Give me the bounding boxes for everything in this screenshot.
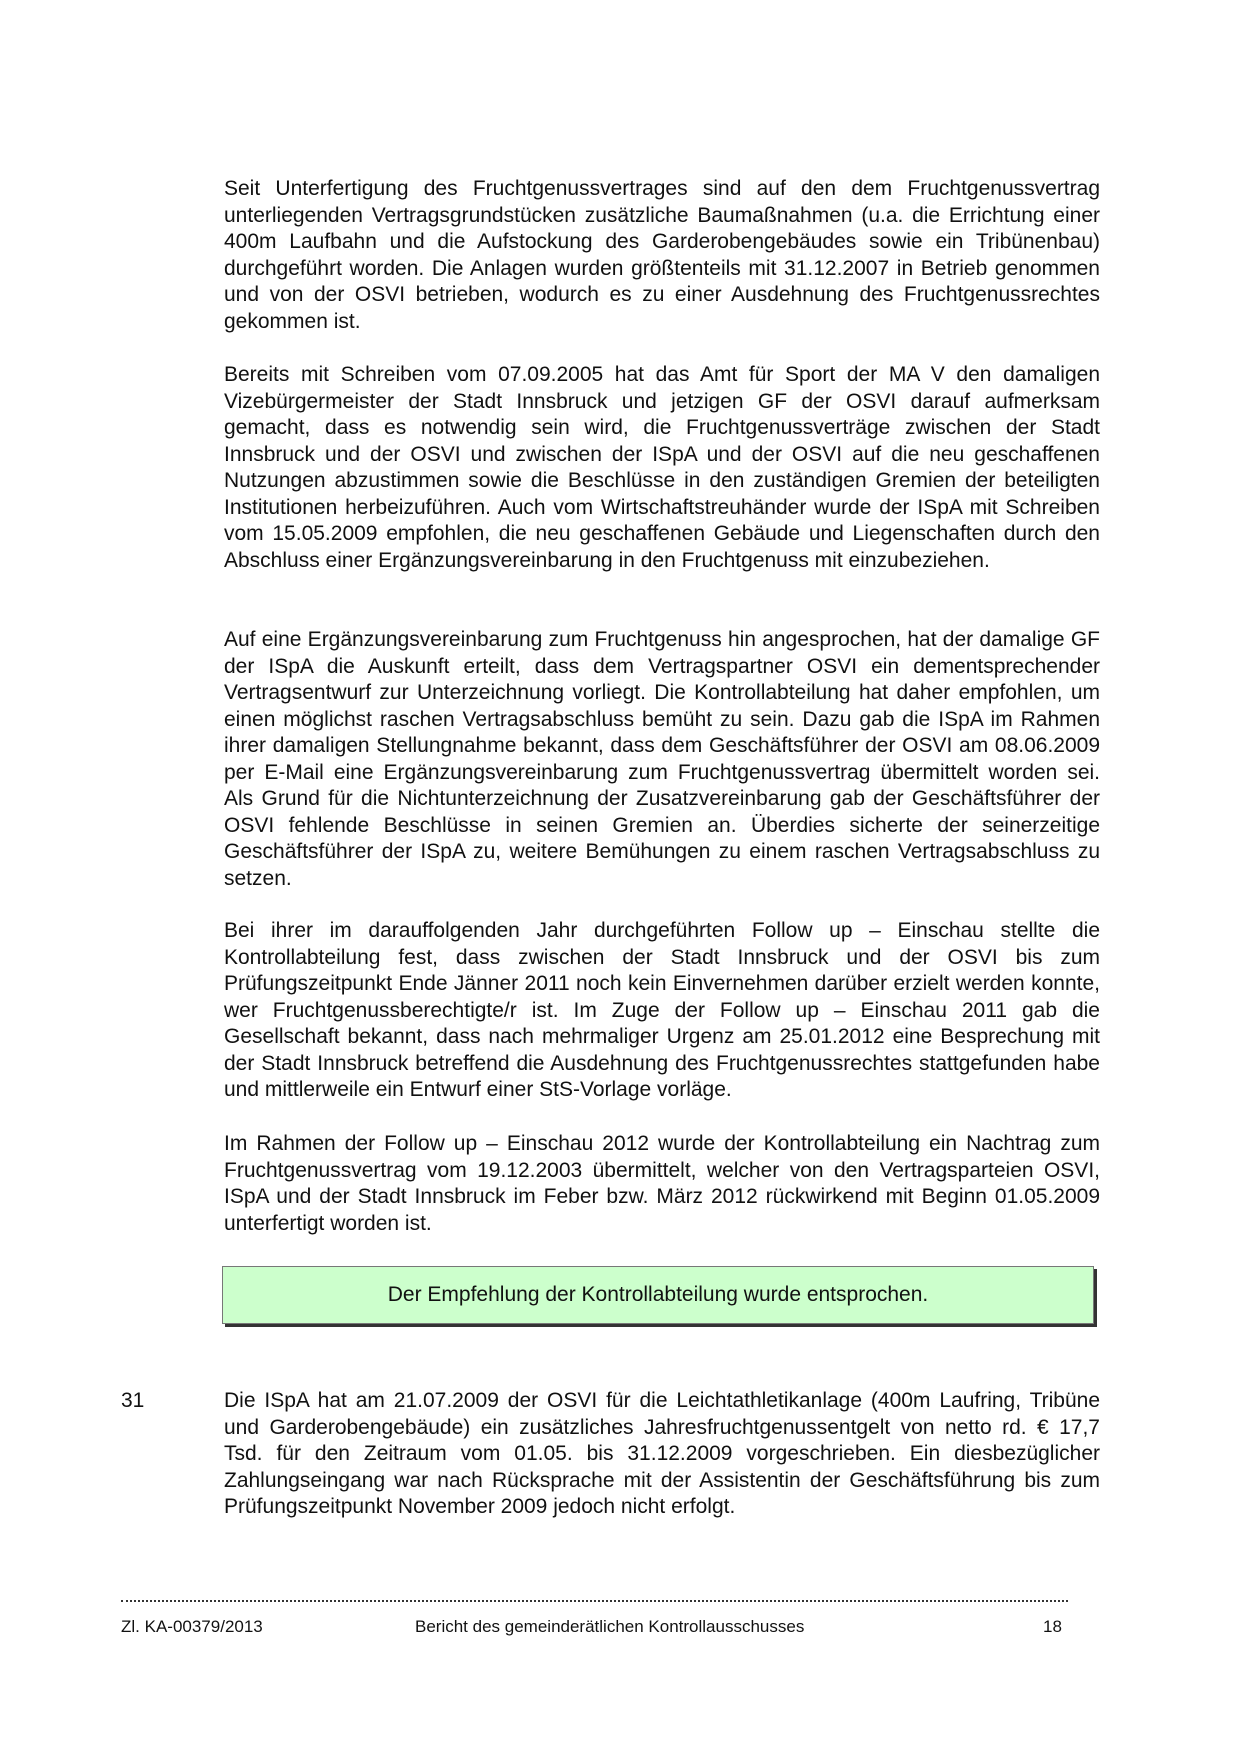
body-paragraph: Seit Unterfertigung des Fruchtgenussvertrages sind auf den dem Fruchtgenussvertrag unterliegenden Vertragsgrundstücken zusätzliche Baumaßnahmen (u.a. die Errichtung einer 400m Laufbahn und die Aufstockung des Garderobengebäudes sowie ein Tribünenbau) durchgeführt worden. Die Anlagen wurden größtenteils mit 31.12.2007 in Betrieb genommen und von der OSVI betrieben, wodurch es zu einer Ausdehnung des Fruchtgenussrechtes gekommen ist.	[224, 177, 1100, 333]
footer-divider	[121, 1600, 1068, 1602]
item-paragraph: Die ISpA hat am 21.07.2009 der OSVI für die Leichtathletikanlage (400m Laufring, Tribüne und Garderobengebäude) ein zusätzliches Jahresfruchtgenussentgelt von netto rd. € 17,7 Tsd. für den Zeitraum vom 01.05. bis 31.12.2009 vorgeschrieben. Ein diesbezüglicher Zahlungseingang war nach Rücksprache mit der Assistentin der Geschäftsführung bis zum Prüfungszeitpunkt November 2009 jedoch nicht erfolgt.	[224, 1389, 1100, 1518]
footer-title: Bericht des gemeinderätlichen Kontrollausschusses	[415, 1617, 805, 1636]
body-paragraph: Im Rahmen der Follow up – Einschau 2012 wurde der Kontrollabteilung ein Nachtrag zum Fruchtgenussvertrag vom 19.12.2003 übermittelt, welcher von den Vertragsparteien OSVI, ISpA und der Stadt Innsbruck im Feber bzw. März 2012 rückwirkend mit Beginn 01.05.2009 unterfertigt worden ist.	[224, 1132, 1100, 1235]
item-number: 31	[121, 1389, 145, 1412]
body-paragraph: Bei ihrer im darauffolgenden Jahr durchgeführten Follow up – Einschau stellte die Kontrollabteilung fest, dass zwischen der Stadt Innsbruck und der OSVI bis zum Prüfungszeitpunkt Ende Jänner 2011 noch kein Einvernehmen darüber erzielt werden konnte, wer Fruchtgenussberechtigte/r ist. Im Zuge der Follow up – Einschau 2011 gab die Gesellschaft bekannt, dass nach mehrmaliger Urgenz am 25.01.2012 eine Besprechung mit der Stadt Innsbruck betreffend die Ausdehnung des Fruchtgenussrechtes stattgefunden habe und mittlerweile ein Entwurf einer StS-Vorlage vorläge.	[224, 919, 1100, 1101]
page-number: 18	[1043, 1617, 1062, 1636]
footer-reference: Zl. KA-00379/2013	[121, 1617, 263, 1636]
recommendation-text: Der Empfehlung der Kontrollabteilung wurde entsprochen.	[387, 1283, 929, 1306]
recommendation-box	[222, 1266, 1094, 1324]
body-paragraph: Auf eine Ergänzungsvereinbarung zum Fruchtgenuss hin angesprochen, hat der damalige GF der ISpA die Auskunft erteilt, dass dem Vertragspartner OSVI ein dementsprechender Vertragsentwurf zur Unterzeichnung vorliegt. Die Kontrollabteilung hat daher empfohlen, um einen möglichst raschen Vertragsabschluss bemüht zu sein. Dazu gab die ISpA im Rahmen ihrer damaligen Stellungnahme bekannt, dass dem Geschäftsführer der OSVI am 08.06.2009 per E-Mail eine Ergänzungsvereinbarung zum Fruchtgenussvertrag übermittelt worden sei. Als Grund für die Nichtunterzeichnung der Zusatzvereinbarung gab der Geschäftsführer der OSVI fehlende Beschlüsse in seinen Gremien an. Überdies sicherte der seinerzeitige Geschäftsführer der ISpA zu, weitere Bemühungen zu einem raschen Vertragsabschluss zu setzen.	[224, 628, 1100, 890]
body-paragraph: Bereits mit Schreiben vom 07.09.2005 hat das Amt für Sport der MA V den damaligen Vizebürgermeister der Stadt Innsbruck und jetzigen GF der OSVI darauf aufmerksam gemacht, dass es notwendig sein wird, die Fruchtgenussverträge zwischen der Stadt Innsbruck und der OSVI und zwischen der ISpA und der OSVI auf die neu geschaffenen Nutzungen abzustimmen sowie die Beschlüsse in den zuständigen Gremien der beteiligten Institutionen herbeizuführen. Auch vom Wirtschaftstreuhänder wurde der ISpA mit Schreiben vom 15.05.2009 empfohlen, die neu geschaffenen Gebäude und Liegenschaften durch den Abschluss einer Ergänzungsvereinbarung in den Fruchtgenuss mit einzubeziehen.	[224, 363, 1100, 572]
